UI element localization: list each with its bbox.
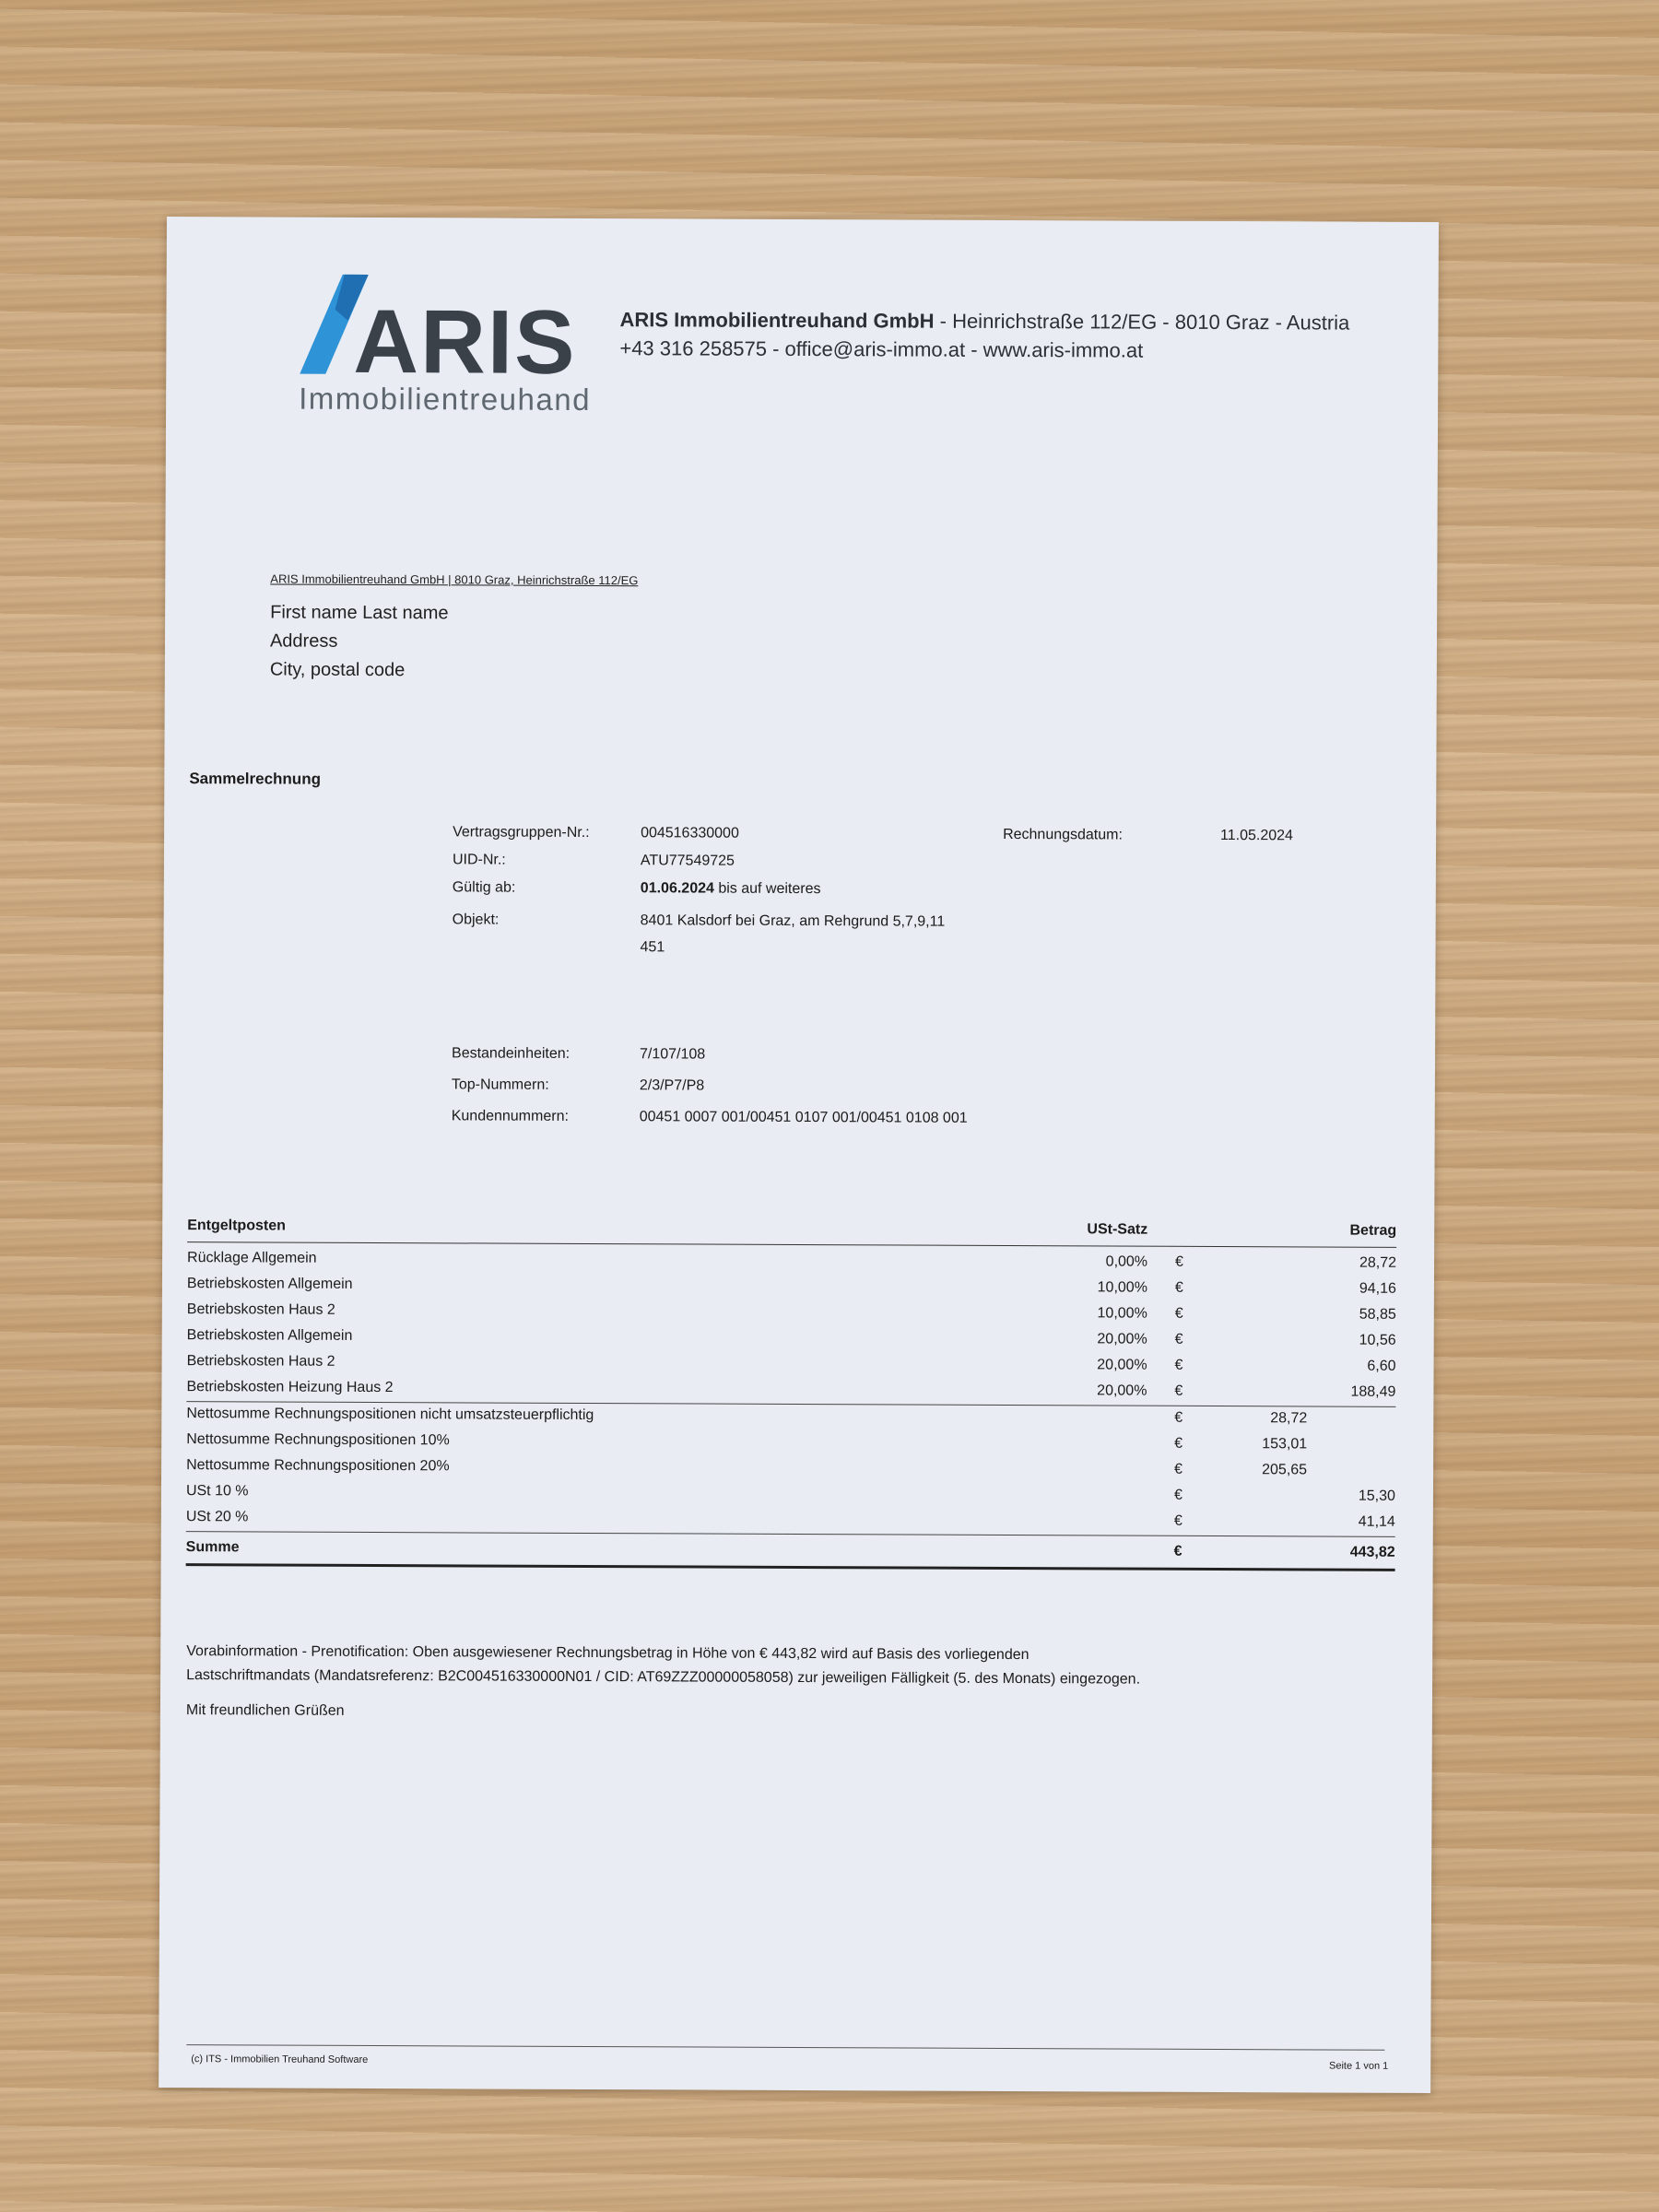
tax-currency: €	[1173, 1512, 1182, 1529]
footer-page-number: Seite 1 von 1	[1329, 2060, 1389, 2072]
recipient-city: City, postal code	[269, 659, 406, 681]
aris-logo-mark	[300, 273, 577, 393]
item-currency: €	[1174, 1279, 1183, 1296]
rechnungsdatum-value: 11.05.2024	[1220, 827, 1294, 844]
sum-row	[186, 1531, 1395, 1571]
invoice-table	[186, 1214, 1397, 1571]
item-currency: €	[1174, 1357, 1183, 1373]
item-desc: Rücklage Allgemein	[187, 1250, 317, 1266]
kunden-label: Kundennummern:	[451, 1108, 569, 1124]
net-desc: Nettosumme Rechnungspositionen 20%	[186, 1457, 450, 1475]
vertragsgruppen-value: 004516330000	[641, 825, 739, 841]
item-rate: 0,00%	[1105, 1253, 1148, 1270]
item-amount: 6,60	[1367, 1358, 1396, 1374]
net-desc: Nettosumme Rechnungspositionen nicht umsatzsteuerpflichtig	[186, 1406, 594, 1424]
item-rate: 10,00%	[1097, 1305, 1147, 1322]
uid-label: UID-Nr.:	[452, 852, 506, 868]
item-rate: 20,00%	[1097, 1382, 1147, 1399]
net-subtotal: 205,65	[1262, 1462, 1308, 1478]
uid-value: ATU77549725	[640, 853, 735, 869]
item-amount: 10,56	[1359, 1332, 1396, 1348]
header-entgeltposten: Entgeltposten	[187, 1218, 286, 1234]
footer-divider	[186, 2044, 1384, 2051]
tax-amount: 41,14	[1358, 1513, 1395, 1530]
item-desc: Betriebskosten Haus 2	[186, 1353, 335, 1370]
objekt-label: Objekt:	[452, 912, 500, 928]
sum-currency: €	[1173, 1543, 1182, 1559]
net-currency: €	[1174, 1461, 1183, 1477]
item-amount: 94,16	[1359, 1280, 1396, 1297]
tax-desc: USt 20 %	[185, 1509, 249, 1525]
objekt-line2: 451	[640, 939, 665, 956]
header-betrag: Betrag	[1349, 1222, 1397, 1239]
item-currency: €	[1174, 1382, 1183, 1399]
sum-label: Summe	[185, 1539, 240, 1556]
net-subtotal: 153,01	[1262, 1436, 1308, 1453]
company-header	[619, 308, 1349, 335]
recipient-name: First name Last name	[270, 602, 449, 624]
prenotification-line1: Vorabinformation - Prenotification: Oben ausgewiesener Rechnungsbetrag in Höhe von € 443,82 wird auf Basis des vorliegenden	[186, 1643, 1030, 1664]
objekt-line1: 8401 Kalsdorf bei Graz, am Rehgrund 5,7,9,11	[640, 912, 946, 930]
item-rate: 20,00%	[1097, 1357, 1147, 1373]
vertragsgruppen-label: Vertragsgruppen-Nr.:	[453, 824, 590, 841]
sum-amount: 443,82	[1349, 1544, 1395, 1560]
invoice-page	[159, 217, 1439, 2093]
bestand-label: Bestandeinheiten:	[452, 1045, 571, 1062]
footer-software-credit: (c) ITS - Immobilien Treuhand Software	[191, 2053, 369, 2065]
item-desc: Betriebskosten Allgemein	[186, 1327, 353, 1344]
item-currency: €	[1175, 1253, 1184, 1270]
company-name: ARIS Immobilientreuhand GmbH	[619, 308, 935, 333]
gueltig-date: 01.06.2024	[640, 880, 714, 897]
company-contact: +43 316 258575 - office@aris-immo.at - www.aris-immo.at	[619, 336, 1144, 362]
closing-greeting: Mit freundlichen Grüßen	[185, 1702, 345, 1719]
item-desc: Betriebskosten Haus 2	[186, 1301, 335, 1318]
item-desc: Betriebskosten Allgemein	[186, 1276, 353, 1292]
item-currency: €	[1174, 1305, 1183, 1322]
kunden-value: 00451 0007 001/00451 0107 001/00451 0108 001	[639, 1109, 968, 1126]
prenotification-line2: Lastschriftmandats (Mandatsreferenz: B2C004516330000N01 / CID: AT69ZZZ00000058058) zur jeweiligen Fälligkeit (5. des Monats) eingezogen.	[186, 1667, 1141, 1688]
item-desc: Betriebskosten Heizung Haus 2	[186, 1379, 394, 1396]
net-currency: €	[1174, 1435, 1183, 1452]
top-value: 2/3/P7/P8	[639, 1077, 705, 1094]
item-rate: 10,00%	[1097, 1279, 1147, 1296]
item-amount: 58,85	[1359, 1306, 1396, 1323]
gueltig-label: Gültig ab:	[452, 879, 516, 896]
item-amount: 188,49	[1350, 1383, 1396, 1400]
tax-currency: €	[1173, 1487, 1182, 1503]
recipient-address: Address	[269, 630, 338, 652]
net-subtotal: 28,72	[1270, 1410, 1308, 1427]
tax-desc: USt 10 %	[185, 1483, 249, 1500]
item-rate: 20,00%	[1097, 1331, 1147, 1347]
table-header	[187, 1214, 1396, 1248]
sender-return-address: ARIS Immobilientreuhand GmbH | 8010 Graz, Heinrichstraße 112/EG	[270, 571, 639, 588]
bestand-value: 7/107/108	[640, 1046, 706, 1063]
item-amount: 28,72	[1359, 1254, 1397, 1271]
top-label: Top-Nummern:	[451, 1077, 549, 1093]
tax-amount: 15,30	[1358, 1488, 1395, 1504]
item-currency: €	[1174, 1331, 1183, 1347]
company-address: - Heinrichstraße 112/EG - 8010 Graz - Austria	[934, 309, 1350, 335]
net-desc: Nettosumme Rechnungspositionen 10%	[186, 1431, 450, 1449]
gueltig-suffix: bis auf weiteres	[713, 880, 821, 898]
document-title: Sammelrechnung	[189, 770, 322, 788]
header-ust-satz: USt-Satz	[1087, 1221, 1148, 1238]
net-currency: €	[1174, 1409, 1183, 1426]
logo-subtitle: Immobilientreuhand	[299, 381, 592, 418]
rechnungsdatum-label: Rechnungsdatum:	[1003, 826, 1123, 843]
gueltig-value	[641, 880, 821, 898]
logo-wordmark: ARIS	[353, 289, 577, 393]
